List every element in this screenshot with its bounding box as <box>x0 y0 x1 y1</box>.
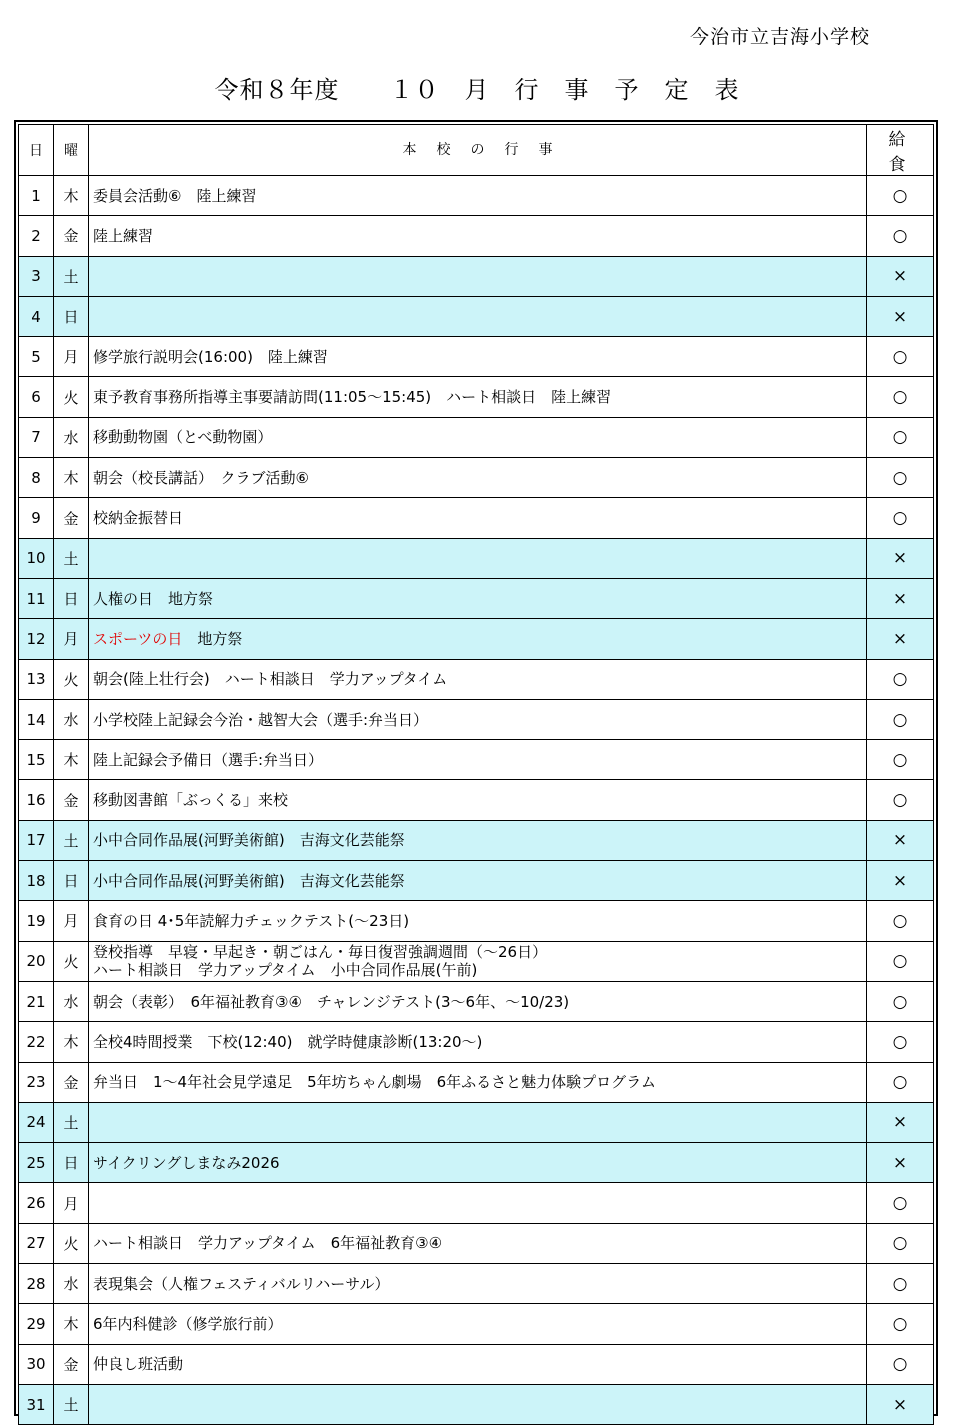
day-cell: 3 <box>19 256 54 296</box>
table-row <box>19 256 934 296</box>
events-cell <box>89 1102 867 1142</box>
event-text: 陸上記録会予備日（選手:弁当日） <box>93 750 324 769</box>
schedule-rows <box>19 176 934 1425</box>
table-row <box>19 538 934 578</box>
table-row <box>19 417 934 457</box>
day-cell: 14 <box>19 699 54 739</box>
weekday-cell: 木 <box>54 1304 89 1344</box>
table-row <box>19 1102 934 1142</box>
day-cell: 1 <box>19 176 54 216</box>
day-cell: 20 <box>19 941 54 981</box>
weekday-cell: 土 <box>54 820 89 860</box>
lunch-cell: ○ <box>867 941 934 981</box>
weekday-cell: 日 <box>54 1143 89 1183</box>
header-events: 本校の行事 <box>89 125 867 176</box>
day-cell: 23 <box>19 1062 54 1102</box>
day-cell: 13 <box>19 659 54 699</box>
weekday-cell: 土 <box>54 1384 89 1424</box>
lunch-cell: × <box>867 578 934 618</box>
event-text: 弁当日 1～4年社会見学遠足 5年坊ちゃん劇場 6年ふるさと魅力体験プログラム <box>93 1073 657 1092</box>
day-cell: 8 <box>19 458 54 498</box>
events-cell <box>89 1022 867 1062</box>
events-cell <box>89 861 867 901</box>
table-row <box>19 1022 934 1062</box>
lunch-cell: ○ <box>867 901 934 941</box>
table-row <box>19 1143 934 1183</box>
header-day: 日 <box>19 125 54 176</box>
weekday-cell: 水 <box>54 981 89 1021</box>
table-row <box>19 216 934 256</box>
event-text: 小中合同作品展(河野美術館) 吉海文化芸能祭 <box>93 831 405 850</box>
events-cell <box>89 941 867 981</box>
lunch-cell: ○ <box>867 780 934 820</box>
weekday-cell: 水 <box>54 699 89 739</box>
events-cell <box>89 981 867 1021</box>
events-cell <box>89 578 867 618</box>
day-cell: 31 <box>19 1384 54 1424</box>
lunch-cell: ○ <box>867 740 934 780</box>
event-text: 登校指導 早寝・早起き・朝ごはん・毎日復習強調週間（～26日） <box>93 943 548 962</box>
lunch-cell: × <box>867 1102 934 1142</box>
weekday-cell: 火 <box>54 1223 89 1263</box>
day-cell: 26 <box>19 1183 54 1223</box>
schedule-table <box>18 124 934 1425</box>
day-cell: 6 <box>19 377 54 417</box>
lunch-cell: × <box>867 1143 934 1183</box>
day-cell: 17 <box>19 820 54 860</box>
lunch-cell: ○ <box>867 176 934 216</box>
header-school-lunch: 給食 <box>867 125 934 176</box>
day-cell: 16 <box>19 780 54 820</box>
lunch-cell: ○ <box>867 1062 934 1102</box>
events-cell <box>89 337 867 377</box>
event-text: 修学旅行説明会(16:00) 陸上練習 <box>93 347 328 366</box>
table-row <box>19 981 934 1021</box>
lunch-cell: ○ <box>867 1183 934 1223</box>
schedule-frame <box>14 120 938 1416</box>
weekday-cell: 月 <box>54 619 89 659</box>
events-cell <box>89 417 867 457</box>
table-row <box>19 458 934 498</box>
weekday-cell: 火 <box>54 941 89 981</box>
events-cell <box>89 538 867 578</box>
events-cell <box>89 901 867 941</box>
table-row <box>19 1384 934 1424</box>
table-row <box>19 1062 934 1102</box>
lunch-cell: ○ <box>867 216 934 256</box>
lunch-cell: ○ <box>867 699 934 739</box>
day-cell: 5 <box>19 337 54 377</box>
weekday-cell: 金 <box>54 1062 89 1102</box>
table-row <box>19 861 934 901</box>
day-cell: 2 <box>19 216 54 256</box>
day-cell: 10 <box>19 538 54 578</box>
events-cell <box>89 176 867 216</box>
table-row <box>19 1183 934 1223</box>
page-title: 令和８年度 １０ 月 行 事 予 定 表 <box>214 76 740 104</box>
lunch-cell: ○ <box>867 498 934 538</box>
event-text: 地方祭 <box>182 629 243 648</box>
school-name: 今治市立吉海小学校 <box>689 26 870 48</box>
events-cell <box>89 216 867 256</box>
table-row <box>19 699 934 739</box>
weekday-cell: 木 <box>54 1022 89 1062</box>
table-row <box>19 901 934 941</box>
event-text: 小学校陸上記録会今治・越智大会（選手:弁当日） <box>93 710 429 729</box>
event-text: 東予教育事務所指導主事要請訪問(11:05～15:45) ハート相談日 陸上練習 <box>93 388 612 407</box>
table-row <box>19 740 934 780</box>
lunch-cell: ○ <box>867 1344 934 1384</box>
table-row <box>19 337 934 377</box>
day-cell: 21 <box>19 981 54 1021</box>
events-cell <box>89 498 867 538</box>
weekday-cell: 金 <box>54 216 89 256</box>
table-row <box>19 619 934 659</box>
lunch-cell: × <box>867 861 934 901</box>
events-cell <box>89 1143 867 1183</box>
weekday-cell: 月 <box>54 901 89 941</box>
weekday-cell: 火 <box>54 377 89 417</box>
events-cell <box>89 820 867 860</box>
day-cell: 27 <box>19 1223 54 1263</box>
table-row <box>19 780 934 820</box>
lunch-cell: ○ <box>867 659 934 699</box>
lunch-cell: ○ <box>867 377 934 417</box>
events-cell <box>89 1304 867 1344</box>
day-cell: 28 <box>19 1264 54 1304</box>
events-cell <box>89 1223 867 1263</box>
day-cell: 9 <box>19 498 54 538</box>
event-text: 仲良し班活動 <box>93 1355 184 1374</box>
table-row <box>19 578 934 618</box>
event-text: 移動動物園（とべ動物園） <box>93 428 273 447</box>
events-cell <box>89 1183 867 1223</box>
weekday-cell: 土 <box>54 256 89 296</box>
event-text: 人権の日 地方祭 <box>93 589 214 608</box>
events-cell <box>89 256 867 296</box>
day-cell: 24 <box>19 1102 54 1142</box>
weekday-cell: 水 <box>54 417 89 457</box>
events-cell <box>89 699 867 739</box>
weekday-cell: 日 <box>54 578 89 618</box>
lunch-cell: × <box>867 1384 934 1424</box>
table-row <box>19 820 934 860</box>
table-row <box>19 1304 934 1344</box>
event-text: 朝会（校長講話） クラブ活動⑥ <box>93 468 309 487</box>
weekday-cell: 月 <box>54 337 89 377</box>
weekday-cell: 日 <box>54 861 89 901</box>
events-cell <box>89 1062 867 1102</box>
weekday-cell: 木 <box>54 176 89 216</box>
weekday-cell: 金 <box>54 1344 89 1384</box>
day-cell: 15 <box>19 740 54 780</box>
day-cell: 18 <box>19 861 54 901</box>
day-cell: 4 <box>19 296 54 336</box>
lunch-cell: ○ <box>867 337 934 377</box>
header-weekday: 曜 <box>54 125 89 176</box>
event-text: 校納金振替日 <box>93 509 184 528</box>
event-text: 小中合同作品展(河野美術館) 吉海文化芸能祭 <box>93 871 405 890</box>
holiday-name: スポーツの日 <box>93 629 183 648</box>
events-cell <box>89 296 867 336</box>
event-text: 移動図書館「ぶっくる」来校 <box>93 791 289 810</box>
day-cell: 22 <box>19 1022 54 1062</box>
day-cell: 7 <box>19 417 54 457</box>
event-text-line2: ハート相談日 学力アップタイム 小中合同作品展(午前) <box>93 961 478 980</box>
lunch-cell: × <box>867 256 934 296</box>
day-cell: 19 <box>19 901 54 941</box>
day-cell: 25 <box>19 1143 54 1183</box>
weekday-cell: 木 <box>54 740 89 780</box>
day-cell: 11 <box>19 578 54 618</box>
weekday-cell: 水 <box>54 1264 89 1304</box>
event-text: 表現集会（人権フェスティバルリハーサル） <box>93 1274 390 1293</box>
lunch-cell: × <box>867 538 934 578</box>
events-cell <box>89 659 867 699</box>
lunch-cell: ○ <box>867 1022 934 1062</box>
table-row <box>19 498 934 538</box>
weekday-cell: 月 <box>54 1183 89 1223</box>
event-text: 陸上練習 <box>93 226 154 245</box>
weekday-cell: 金 <box>54 498 89 538</box>
weekday-cell: 火 <box>54 659 89 699</box>
lunch-cell: ○ <box>867 981 934 1021</box>
event-text: 朝会（表彰） 6年福祉教育③④ チャレンジテスト(3～6年、～10/23) <box>93 992 570 1011</box>
weekday-cell: 土 <box>54 1102 89 1142</box>
day-cell: 29 <box>19 1304 54 1344</box>
lunch-cell: ○ <box>867 1223 934 1263</box>
events-cell <box>89 1344 867 1384</box>
weekday-cell: 土 <box>54 538 89 578</box>
events-cell <box>89 740 867 780</box>
lunch-cell: × <box>867 820 934 860</box>
lunch-cell: × <box>867 619 934 659</box>
lunch-cell: ○ <box>867 1264 934 1304</box>
events-cell <box>89 1264 867 1304</box>
weekday-cell: 日 <box>54 296 89 336</box>
event-text: サイクリングしまなみ2026 <box>93 1153 280 1172</box>
event-text: 食育の日 4･5年読解力チェックテスト(～23日) <box>93 911 410 930</box>
day-cell: 12 <box>19 619 54 659</box>
table-row <box>19 377 934 417</box>
events-cell <box>89 458 867 498</box>
table-row <box>19 296 934 336</box>
event-text: 委員会活動⑥ 陸上練習 <box>93 186 257 205</box>
table-row <box>19 1264 934 1304</box>
weekday-cell: 金 <box>54 780 89 820</box>
table-row <box>19 1223 934 1263</box>
weekday-cell: 木 <box>54 458 89 498</box>
lunch-cell: ○ <box>867 1304 934 1344</box>
table-row <box>19 1344 934 1384</box>
events-cell <box>89 377 867 417</box>
day-cell: 30 <box>19 1344 54 1384</box>
events-cell <box>89 619 867 659</box>
lunch-cell: × <box>867 296 934 336</box>
lunch-cell: ○ <box>867 458 934 498</box>
table-row <box>19 176 934 216</box>
table-row <box>19 941 934 981</box>
lunch-cell: ○ <box>867 417 934 457</box>
table-row <box>19 659 934 699</box>
event-text: 朝会(陸上壮行会) ハート相談日 学力アップタイム <box>93 670 448 689</box>
event-text: 全校4時間授業 下校(12:40) 就学時健康診断(13:20～) <box>93 1032 483 1051</box>
event-text: ハート相談日 学力アップタイム 6年福祉教育③④ <box>93 1234 443 1253</box>
events-cell <box>89 1384 867 1424</box>
header-row <box>19 125 934 176</box>
event-text: 6年内科健診（修学旅行前） <box>93 1314 283 1333</box>
events-cell <box>89 780 867 820</box>
